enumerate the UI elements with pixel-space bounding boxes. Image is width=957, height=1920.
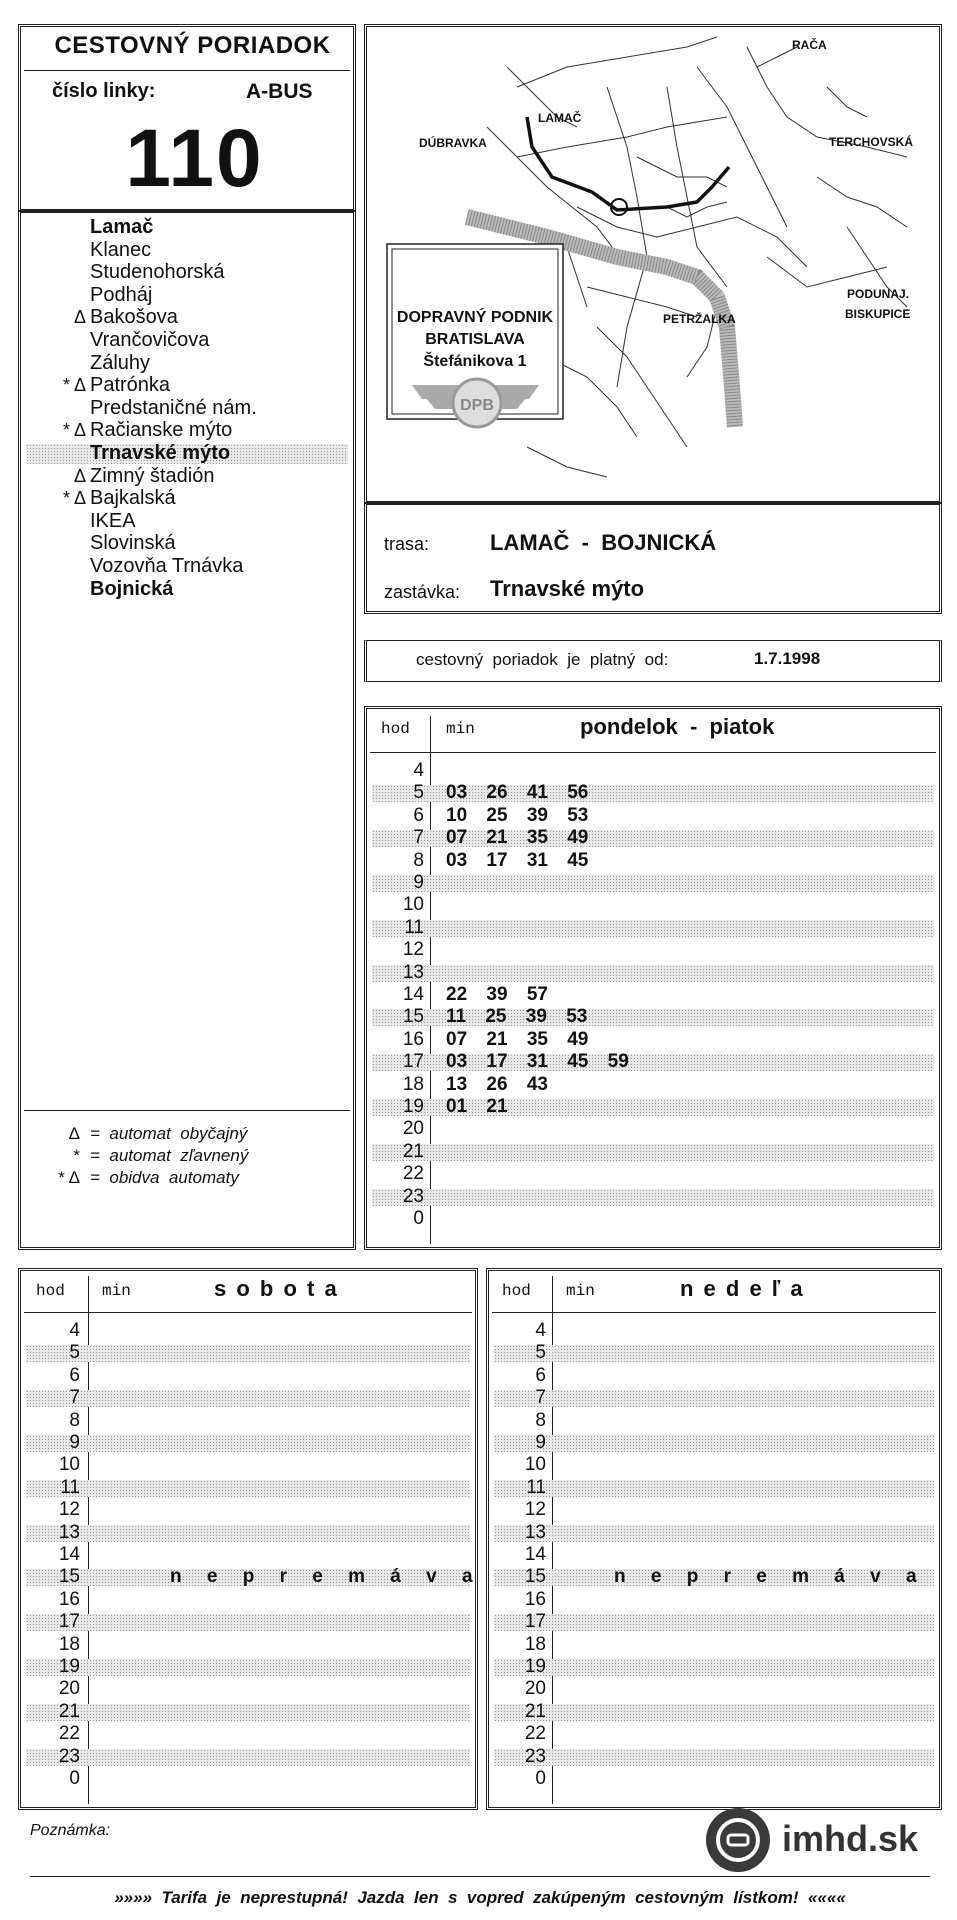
validity-text: cestovný poriadok je platný od: [416, 650, 669, 669]
row-shade [26, 1749, 470, 1766]
hour-cell: 9 [413, 872, 424, 893]
route-label: trasa: [384, 534, 430, 554]
stop-ticket-mark: * Δ [62, 375, 86, 396]
row-shade [372, 875, 934, 892]
hour-cell: 5 [69, 1342, 80, 1364]
sunday-min-label: min [566, 1282, 595, 1300]
hour-cell: 23 [402, 1185, 424, 1207]
row-shade [372, 1189, 934, 1206]
stop-name: Záluhy [90, 351, 151, 374]
sunday-no-service: n e p r e m á v a [614, 1566, 927, 1588]
company-address: Štefánikova 1 [423, 353, 527, 370]
row-shade [372, 965, 934, 982]
hour-cell: 8 [69, 1409, 80, 1431]
stop-name: Predstaničné nám. [90, 396, 257, 419]
route-value: LAMAČ - BOJNICKÁ [490, 530, 717, 555]
hour-cell: 20 [58, 1678, 80, 1700]
minutes-cell: 03 26 41 56 [446, 782, 589, 804]
hour-cell: 6 [413, 804, 424, 826]
hour-cell: 10 [402, 894, 424, 916]
sunday-title: n e d e ľ a [680, 1276, 805, 1301]
legend-text: = automat zľavnený [90, 1146, 249, 1165]
hour-cell: 16 [402, 1028, 424, 1050]
hour-cell: 19 [524, 1656, 546, 1677]
stop-name: Račianske mýto [90, 419, 233, 442]
hour-cell: 15 [58, 1566, 80, 1588]
stop-ticket-mark: * Δ [62, 488, 86, 509]
row-shade [26, 1525, 470, 1542]
stop-value: Trnavské mýto [490, 576, 645, 601]
note-label: Poznámka: [30, 1822, 111, 1839]
hour-cell: 20 [402, 1118, 424, 1140]
map-label-raca: RAČA [792, 38, 827, 52]
row-shade [494, 1345, 934, 1362]
saturday-hod-label: hod [36, 1282, 65, 1300]
row-shade [494, 1390, 934, 1407]
hour-cell: 18 [402, 1073, 424, 1095]
hour-cell: 15 [402, 1006, 424, 1028]
stop-name: Vozovňa Trnávka [90, 555, 244, 577]
stop-name: Bojnická [90, 577, 174, 600]
line-number-label: číslo linky: [52, 80, 156, 102]
imhd-brand-text: imhd.sk [782, 1818, 919, 1859]
stop-ticket-mark: Δ [73, 307, 86, 328]
hour-cell: 21 [524, 1700, 546, 1722]
company-city: BRATISLAVA [425, 331, 525, 348]
hour-cell: 23 [58, 1745, 80, 1767]
row-shade [26, 1659, 470, 1676]
stop-name: Studenohorská [90, 261, 225, 284]
hour-cell: 5 [413, 782, 424, 804]
hour-cell: 9 [535, 1432, 546, 1453]
hour-cell: 14 [58, 1544, 80, 1565]
row-shade [372, 920, 934, 937]
hour-cell: 6 [535, 1364, 546, 1386]
hour-cell: 12 [524, 1499, 546, 1521]
minutes-cell: 07 21 35 49 [446, 827, 589, 849]
hour-cell: 19 [58, 1656, 80, 1677]
hour-cell: 4 [69, 1320, 80, 1341]
hour-cell: 13 [58, 1521, 80, 1543]
map-label-dubravka: DÚBRAVKA [419, 136, 487, 150]
footer-divider [30, 1876, 930, 1877]
minutes-cell: 11 25 39 53 [446, 1006, 588, 1028]
row-shade [494, 1659, 934, 1676]
stop-label: zastávka: [384, 582, 461, 602]
hour-cell: 22 [58, 1723, 80, 1745]
hour-cell: 17 [58, 1611, 80, 1633]
hour-cell: 22 [402, 1163, 424, 1185]
minutes-cell: 07 21 35 49 [446, 1028, 589, 1050]
row-shade [372, 1144, 934, 1161]
stop-ticket-mark: Δ [73, 465, 86, 486]
hour-cell: 17 [524, 1611, 546, 1633]
saturday-title: s o b o t a [214, 1276, 339, 1301]
hour-cell: 12 [402, 939, 424, 961]
timetable-title: CESTOVNÝ PORIADOK [54, 32, 331, 59]
minutes-cell: 03 17 31 45 [446, 849, 589, 871]
map-label-podunaj: PODUNAJ. [847, 287, 910, 301]
minutes-cell: 03 17 31 45 59 [446, 1051, 629, 1073]
imhd-brand[interactable] [706, 1808, 931, 1872]
company-name: DOPRAVNÝ PODNIK [396, 309, 554, 326]
hour-cell: 18 [524, 1633, 546, 1655]
row-shade [26, 1704, 470, 1721]
row-shade [26, 1614, 470, 1631]
hour-cell: 19 [402, 1096, 424, 1117]
hour-cell: 10 [524, 1454, 546, 1476]
legend-mark: Δ [68, 1124, 80, 1143]
hour-cell: 5 [535, 1342, 546, 1364]
stop-name: Lamač [90, 216, 154, 238]
hour-cell: 13 [524, 1521, 546, 1543]
validity-date: 1.7.1998 [754, 649, 821, 668]
stop-name: Klanec [90, 238, 152, 261]
legend-mark: * Δ [58, 1168, 80, 1187]
minutes-cell: 01 21 [446, 1096, 508, 1117]
hour-cell: 7 [535, 1387, 546, 1409]
hour-cell: 9 [69, 1432, 80, 1453]
stops-box [18, 210, 356, 1250]
map-label-lamac: LAMAČ [538, 111, 582, 125]
hour-cell: 14 [524, 1544, 546, 1565]
saturday-min-label: min [102, 1282, 131, 1300]
hour-cell: 16 [524, 1588, 546, 1610]
legend-text: = obidva automaty [90, 1168, 239, 1187]
row-shade [494, 1435, 934, 1452]
hour-cell: 12 [58, 1499, 80, 1521]
stop-name: Bajkalská [90, 487, 176, 510]
hour-cell: 21 [402, 1140, 424, 1162]
line-type: A-BUS [246, 80, 313, 103]
hour-cell: 6 [69, 1364, 80, 1386]
row-shade [26, 1345, 470, 1362]
hour-cell: 11 [404, 916, 424, 938]
saturday-header-divider [24, 1312, 472, 1313]
legend-divider [24, 1110, 350, 1111]
weekday-min-label: min [446, 720, 475, 738]
minutes-cell: 13 26 43 [446, 1073, 548, 1095]
line-number: 110 [125, 113, 264, 204]
imhd-logo-icon [706, 1808, 770, 1872]
hour-cell: 0 [413, 1208, 424, 1229]
hour-cell: 23 [524, 1745, 546, 1767]
hour-cell: 11 [60, 1476, 80, 1498]
row-shade [494, 1480, 934, 1497]
hour-cell: 20 [524, 1678, 546, 1700]
hour-cell: 21 [58, 1700, 80, 1722]
hour-cell: 7 [69, 1387, 80, 1409]
hour-cell: 7 [413, 827, 424, 849]
stop-name: Slovinská [90, 532, 176, 555]
stop-name: IKEA [90, 509, 136, 532]
sunday-hod-label: hod [502, 1282, 531, 1300]
hour-cell: 22 [524, 1723, 546, 1745]
hour-cell: 18 [58, 1633, 80, 1655]
legend-text: = automat obyčajný [90, 1124, 248, 1143]
weekday-title: pondelok - piatok [580, 714, 775, 739]
minutes-cell: 22 39 57 [446, 984, 548, 1005]
hour-cell: 8 [413, 849, 424, 871]
map-label-petrzalka: PETRŽALKA [663, 312, 736, 326]
row-shade [26, 1390, 470, 1407]
hour-cell: 14 [402, 984, 424, 1005]
hour-cell: 0 [69, 1768, 80, 1789]
row-shade [26, 1480, 470, 1497]
map-label-terchovska: TERCHOVSKÁ [829, 135, 914, 149]
hour-cell: 0 [535, 1768, 546, 1789]
map-label-biskupice: BISKUPICE [845, 307, 911, 321]
stop-name: Zimný štadión [90, 464, 215, 487]
hour-cell: 16 [58, 1588, 80, 1610]
row-shade [26, 1435, 470, 1452]
hour-cell: 8 [535, 1409, 546, 1431]
hour-cell: 13 [402, 961, 424, 983]
hour-cell: 10 [58, 1454, 80, 1476]
stop-ticket-mark: * Δ [62, 420, 86, 441]
hour-cell: 11 [526, 1476, 546, 1498]
sunday-header-divider [492, 1312, 936, 1313]
stop-name: Trnavské mýto [90, 442, 231, 464]
legend-mark: * [73, 1146, 80, 1165]
hour-cell: 4 [413, 760, 424, 781]
stop-name: Vrančovičova [90, 329, 210, 351]
row-shade [494, 1704, 934, 1721]
header-divider [24, 70, 350, 71]
minutes-cell: 10 25 39 53 [446, 804, 589, 826]
stop-name: Patrónka [90, 374, 171, 397]
hour-cell: 15 [524, 1566, 546, 1588]
row-shade [494, 1749, 934, 1766]
tariff-notice: »»»» Tarifa je neprestupná! Jazda len s vopred zakúpeným cestovným lístkom! «««« [114, 1888, 846, 1907]
hour-cell: 17 [402, 1051, 424, 1073]
stop-name: Bakošova [90, 306, 178, 329]
row-shade [494, 1614, 934, 1631]
stop-name: Podháj [90, 283, 153, 306]
logo-text: DPB [460, 397, 494, 414]
hour-cell: 4 [535, 1320, 546, 1341]
route-map [367, 27, 939, 501]
weekday-hod-label: hod [381, 720, 410, 738]
saturday-no-service: n e p r e m á v a [170, 1566, 483, 1588]
weekday-header-divider [370, 752, 936, 753]
row-shade [494, 1525, 934, 1542]
